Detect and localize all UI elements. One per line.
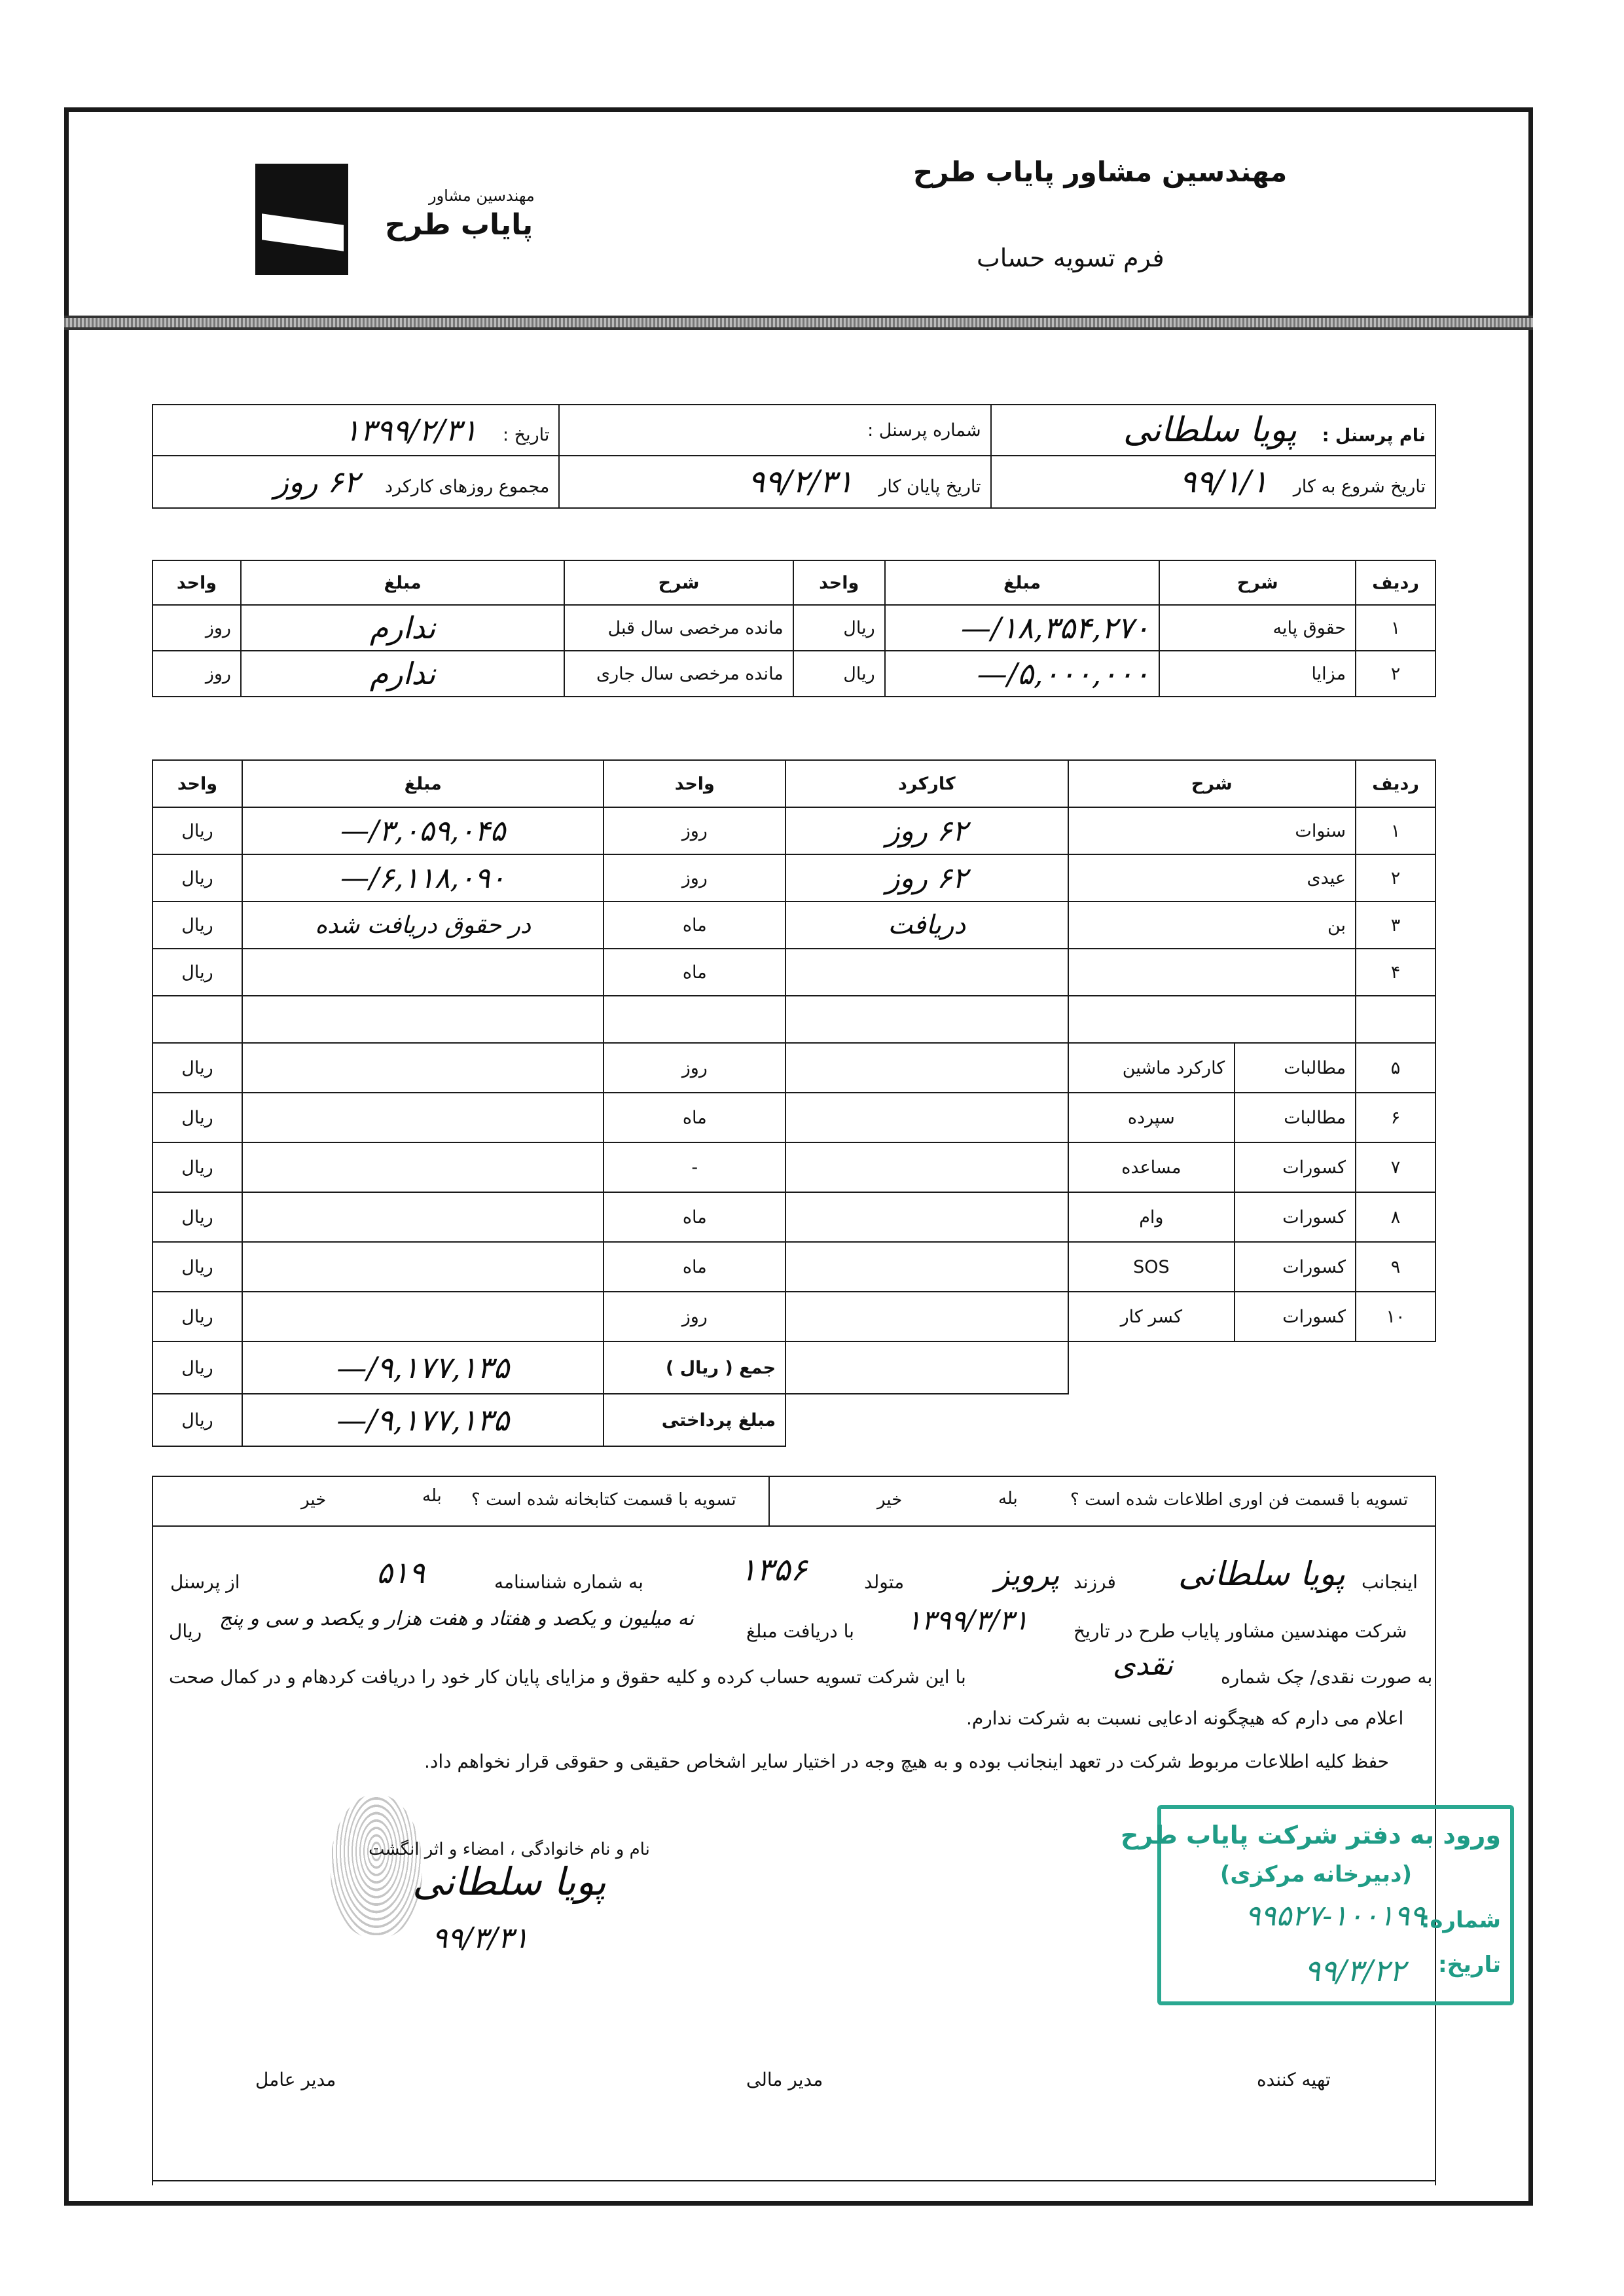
t2-r5-amount xyxy=(242,1043,604,1093)
t2-r1-cur: ریال xyxy=(153,807,242,854)
t2-r5-work xyxy=(785,1043,1068,1093)
t2-r2-unit: روز xyxy=(604,854,785,902)
t2-r9-no: ۹ xyxy=(1356,1242,1435,1292)
t2-r6-work xyxy=(785,1093,1068,1142)
table-row xyxy=(153,1093,1435,1142)
t2-r1-work: ۶۲ روز xyxy=(785,807,1068,854)
t2-r1-no: ۱ xyxy=(1356,807,1435,854)
t2-r2-cur: ریال xyxy=(153,854,242,902)
paid-cur: ریال xyxy=(153,1394,242,1446)
decl-l1-e: از پرسنل xyxy=(170,1571,240,1593)
footer-preparer: تهیه کننده xyxy=(1257,2069,1331,2090)
t2-r3-amount: در حقوق دریافت شده xyxy=(242,902,604,949)
t1-row2-amount: ۵,۰۰۰,۰۰۰/— xyxy=(885,651,1160,697)
t2-r5-no: ۵ xyxy=(1356,1043,1435,1093)
stamp-number-value: ۹۹۵۲۷-۱۰۰۱۹۹ xyxy=(1245,1899,1425,1933)
footer-finance: مدیر مالی xyxy=(746,2069,823,2090)
t2-r5-cat: مطالبات xyxy=(1235,1043,1356,1093)
t1-row1-amount: ۱۸,۳۵۴,۲۷۰/— xyxy=(885,605,1160,651)
company-title: مهندسین مشاور پایاب طرح xyxy=(913,156,1288,188)
check-it-yes[interactable]: بله xyxy=(998,1489,1018,1508)
table-row xyxy=(153,902,1435,949)
table-row-blank xyxy=(153,996,1435,1043)
table-row xyxy=(153,807,1435,854)
table-row xyxy=(153,651,1435,697)
t2-r6-cat: مطالبات xyxy=(1235,1093,1356,1142)
t2-r7-work xyxy=(785,1142,1068,1192)
check-library-question: تسویه با قسمت کتابخانه شده است ؟ xyxy=(471,1490,736,1510)
signature-date: ۹۹/۳/۳۱ xyxy=(432,1922,529,1955)
decl-l4: اعلام می دارم که هیچگونه ادعایی نسبت به شرکت ندارم. xyxy=(966,1707,1404,1729)
check-it-no[interactable]: خیر xyxy=(877,1490,903,1510)
t2-r10-cur: ریال xyxy=(153,1292,242,1341)
stamp-date-label: تاریخ: xyxy=(1438,1952,1501,1978)
decl-l1-d: به شماره شناسنامه xyxy=(494,1571,643,1593)
t2-r1-desc: سنوات xyxy=(1068,807,1356,854)
info-table xyxy=(152,404,1436,509)
decl-l2-date: ۱۳۹۹/۳/۳۱ xyxy=(907,1604,1029,1636)
t1-row2-desc: مزایا xyxy=(1159,651,1356,697)
table-row xyxy=(153,1192,1435,1242)
check-it-question: تسویه با قسمت فن اوری اطلاعات شده است ؟ xyxy=(1070,1490,1409,1510)
sum-cur: ریال xyxy=(153,1341,242,1394)
t2-r4-desc xyxy=(1068,949,1356,996)
t2-r9-cur: ریال xyxy=(153,1242,242,1292)
name-cell xyxy=(991,405,1435,456)
end-cell xyxy=(559,456,990,508)
t2-r6-cur: ریال xyxy=(153,1093,242,1142)
t1-row1-amount2: ندارم xyxy=(241,605,564,651)
t2-r7-unit: - xyxy=(604,1142,785,1192)
personnel-no-cell xyxy=(559,405,990,456)
t2-r6-no: ۶ xyxy=(1356,1093,1435,1142)
t1-row2-amount2: ندارم xyxy=(241,651,564,697)
t2-r10-amount xyxy=(242,1292,604,1341)
t2-r2-work: ۶۲ روز xyxy=(785,854,1068,902)
decl-l1-c: متولد xyxy=(864,1571,905,1593)
decl-l1-name: پویا سلطانی xyxy=(1178,1555,1346,1593)
t2-r3-cur: ریال xyxy=(153,902,242,949)
t2-header-no: ردیف xyxy=(1356,760,1435,807)
t2-r2-no: ۲ xyxy=(1356,854,1435,902)
decl-l3-a: به صورت نقدی/ چک شماره xyxy=(1221,1666,1433,1688)
t1-header-unit2: واحد xyxy=(153,560,241,605)
t2-r10-cat: کسورات xyxy=(1235,1292,1356,1341)
form-title: فرم تسویه حساب xyxy=(977,244,1164,272)
logo-text-line2: پایاب طرح xyxy=(385,208,533,242)
t1-row2-unit: ریال xyxy=(793,651,885,697)
paid-label: مبلغ پرداختی xyxy=(604,1394,785,1446)
check-library-no[interactable]: خیر xyxy=(301,1490,327,1510)
sum-row xyxy=(153,1341,1435,1394)
t2-r3-unit: ماه xyxy=(604,902,785,949)
date-label: تاریخ : xyxy=(502,425,550,445)
personnel-no-label: شماره پرسنل : xyxy=(867,420,981,441)
t2-r8-cat: کسورات xyxy=(1235,1192,1356,1242)
t2-r8-unit: ماه xyxy=(604,1192,785,1242)
t2-r5-desc: کارکرد ماشین xyxy=(1068,1043,1235,1093)
end-label: تاریخ پایان کار xyxy=(878,477,981,497)
start-label: تاریخ شروع به کار xyxy=(1293,477,1426,497)
logo-text-line1: مهندسین مشاور xyxy=(429,187,535,205)
paid-value: ۹,۱۷۷,۱۳۵/— xyxy=(242,1394,604,1446)
decl-l3-method: نقدی xyxy=(1113,1649,1174,1682)
sum-value: ۹,۱۷۷,۱۳۵/— xyxy=(242,1341,604,1394)
table-row xyxy=(153,1242,1435,1292)
t2-r9-desc: SOS xyxy=(1068,1242,1235,1292)
t2-r6-unit: ماه xyxy=(604,1093,785,1142)
t1-row2-unit2: روز xyxy=(153,651,241,697)
t2-r4-work xyxy=(785,949,1068,996)
t2-header-desc: شرح xyxy=(1068,760,1356,807)
stamp-subtitle: (دبیرخانه مرکزی) xyxy=(1219,1861,1412,1887)
t1-header-desc2: شرح xyxy=(564,560,793,605)
signature-label: نام و نام خانوادگی ، امضاء و اثر انگشت xyxy=(369,1840,650,1859)
t2-r4-no: ۴ xyxy=(1356,949,1435,996)
start-value: ۹۹/۱/۱ xyxy=(1179,464,1269,500)
t2-r8-amount xyxy=(242,1192,604,1242)
t2-r8-work xyxy=(785,1192,1068,1242)
t2-header-work: کارکرد xyxy=(785,760,1068,807)
header-separator xyxy=(64,316,1533,330)
t2-r1-amount: ۳,۰۵۹,۰۴۵/— xyxy=(242,807,604,854)
t2-r3-desc: بن xyxy=(1068,902,1356,949)
table-row xyxy=(153,949,1435,996)
t2-header-amount: مبلغ xyxy=(242,760,604,807)
decl-l1-a: اینجانب xyxy=(1362,1571,1418,1593)
t2-r6-amount xyxy=(242,1093,604,1142)
t1-header-no: ردیف xyxy=(1356,560,1435,605)
checks-divider xyxy=(768,1476,770,1527)
stamp-title: ورود به دفتر شرکت پایاب طرح xyxy=(1120,1821,1501,1850)
t1-row1-no: ۱ xyxy=(1356,605,1435,651)
fingerprint-mark xyxy=(331,1794,422,1938)
t2-r8-cur: ریال xyxy=(153,1192,242,1242)
t2-r5-cur: ریال xyxy=(153,1043,242,1093)
sum-label: جمع ( ریال ) xyxy=(604,1341,785,1394)
days-label: مجموع روزهای کارکرد xyxy=(385,477,550,497)
t1-row1-unit2: روز xyxy=(153,605,241,651)
settlement-table xyxy=(152,759,1436,1447)
decl-l1-father: پرویز xyxy=(995,1557,1060,1592)
t1-header-desc: شرح xyxy=(1159,560,1356,605)
t2-r9-cat: کسورات xyxy=(1235,1242,1356,1292)
table-row xyxy=(153,1292,1435,1341)
footer-divider xyxy=(152,2180,1436,2181)
t2-r7-cur: ریال xyxy=(153,1142,242,1192)
days-value: ۶۲ روز xyxy=(274,464,360,500)
stamp-date-value: ۹۹/۳/۲۲ xyxy=(1304,1953,1405,1988)
t2-r2-desc: عیدی xyxy=(1068,854,1356,902)
signature-name: پویا سلطانی xyxy=(412,1859,606,1904)
decl-l2-amount-words: نه میلیون و یکصد و هفتاد و هفت هزار و یکصد و سی و پنج xyxy=(219,1607,694,1630)
t2-r9-amount xyxy=(242,1242,604,1292)
t2-r2-amount: ۶,۱۱۸,۰۹۰/— xyxy=(242,854,604,902)
t1-row2-no: ۲ xyxy=(1356,651,1435,697)
t2-r7-amount xyxy=(242,1142,604,1192)
t1-header-amount2: مبلغ xyxy=(241,560,564,605)
t2-r7-no: ۷ xyxy=(1356,1142,1435,1192)
date-value: ۱۳۹۹/۲/۳۱ xyxy=(344,412,478,448)
name-value: پویا سلطانی xyxy=(1123,410,1297,450)
table-row xyxy=(153,1142,1435,1192)
decl-l1-b: فرزند xyxy=(1074,1571,1116,1593)
end-value: ۹۹/۲/۳۱ xyxy=(748,464,854,500)
t2-r9-unit: ماه xyxy=(604,1242,785,1292)
t1-header-amount: مبلغ xyxy=(885,560,1160,605)
t2-r1-unit: روز xyxy=(604,807,785,854)
t2-r7-cat: کسورات xyxy=(1235,1142,1356,1192)
table-row xyxy=(153,854,1435,902)
t2-r3-work: دریافت xyxy=(785,902,1068,949)
t1-row1-desc2: مانده مرخصی سال قبل xyxy=(564,605,793,651)
t1-row1-unit: ریال xyxy=(793,605,885,651)
footer-ceo: مدیر عامل xyxy=(255,2069,336,2090)
days-cell xyxy=(153,456,559,508)
sum-empty-cell xyxy=(785,1341,1068,1394)
date-cell xyxy=(153,405,559,456)
decl-l2-c: ریال xyxy=(169,1620,202,1642)
t2-r3-no: ۳ xyxy=(1356,902,1435,949)
t2-r8-desc: وام xyxy=(1068,1192,1235,1242)
t2-r7-desc: مساعده xyxy=(1068,1142,1235,1192)
table-row xyxy=(153,1043,1435,1093)
office-entry-stamp xyxy=(1120,1805,1514,2005)
name-label: نام پرسنل : xyxy=(1322,426,1426,446)
salary-table xyxy=(152,560,1436,697)
t2-r4-amount xyxy=(242,949,604,996)
t2-header-unit: واحد xyxy=(604,760,785,807)
t1-row2-desc2: مانده مرخصی سال جاری xyxy=(564,651,793,697)
table-row xyxy=(153,605,1435,651)
decl-l2-a: شرکت مهندسین مشاور پایاب طرح در تاریخ xyxy=(1074,1620,1407,1642)
t2-r9-work xyxy=(785,1242,1068,1292)
t2-r10-work xyxy=(785,1292,1068,1341)
check-library-yes[interactable]: بله xyxy=(422,1486,442,1506)
t2-r8-no: ۸ xyxy=(1356,1192,1435,1242)
t2-r4-unit: ماه xyxy=(604,949,785,996)
start-cell xyxy=(991,456,1435,508)
decl-l5: حفظ کلیه اطلاعات مربوط شرکت در تعهد اینجانب بوده و به هیچ وجه در اختیار سایر اشخاص حقیقی و حقوقی قرار نخواهم داد. xyxy=(424,1751,1390,1772)
t1-header-unit: واحد xyxy=(793,560,885,605)
t2-r10-unit: روز xyxy=(604,1292,785,1341)
t2-r10-desc: کسر کار xyxy=(1068,1292,1235,1341)
paid-row xyxy=(153,1394,1435,1446)
decl-l2-b: با دریافت مبلغ xyxy=(746,1620,854,1642)
t2-r5-unit: روز xyxy=(604,1043,785,1093)
t2-header-cur: واحد xyxy=(153,760,242,807)
decl-l3-b: با این شرکت تسویه حساب کرده و کلیه حقوق و مزایای پایان کار خود را دریافت کردهام و در کمال صحت xyxy=(169,1666,966,1688)
t1-row1-desc: حقوق پایه xyxy=(1159,605,1356,651)
t2-r6-desc: سپرده xyxy=(1068,1093,1235,1142)
decl-l1-id: ۵۱۹ xyxy=(376,1555,425,1590)
t2-r4-cur: ریال xyxy=(153,949,242,996)
t2-r10-no: ۱۰ xyxy=(1356,1292,1435,1341)
decl-l1-born: ۱۳۵۶ xyxy=(740,1552,808,1588)
stamp-number-label: شماره: xyxy=(1420,1907,1501,1933)
